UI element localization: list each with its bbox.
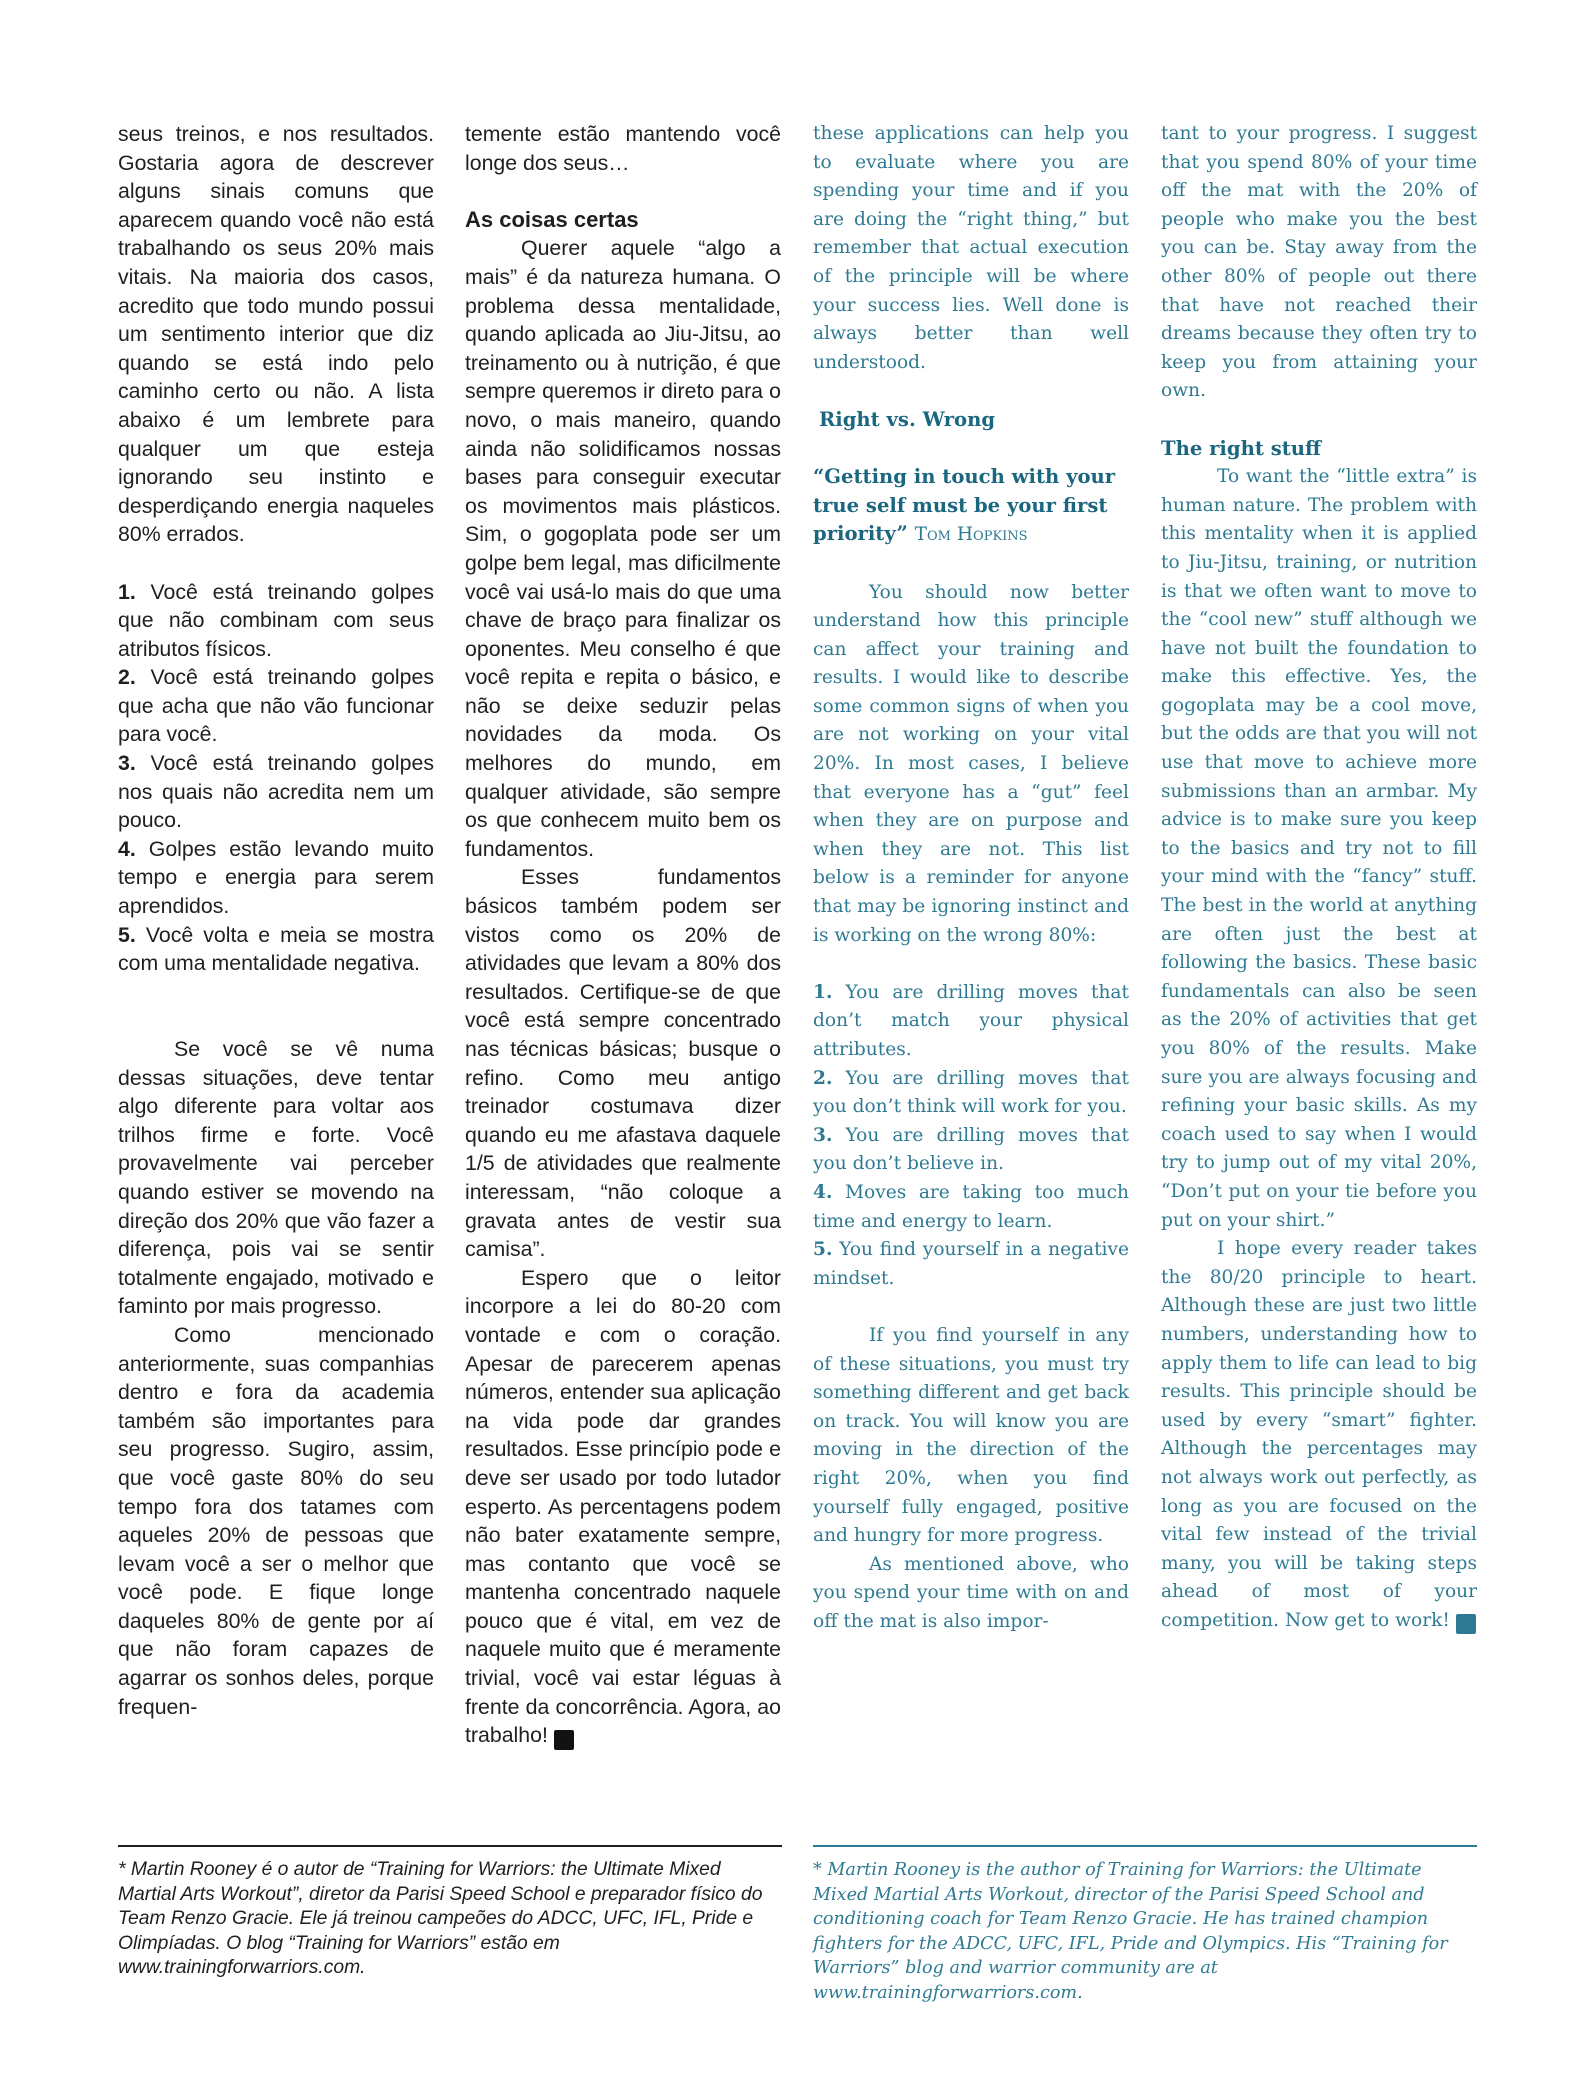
- paragraph: temente estão mantendo você longe dos seus…: [465, 122, 781, 175]
- list-item: 5. Você volta e meia se mostra com uma mentalidade negativa.: [118, 922, 435, 976]
- paragraph: Esses fundamentos básicos também podem ser vistos como os 20% de atividades que levam a 80% dos resultados. Certifique-se de que você está sempre concentrado nas técnicas básicas; busque o refino. Como meu antigo treinador costumava dizer quando eu me afastava daquele 1/5 de atividades que realmente interessam, “não coloque a gravata antes de vestir sua camisa”.: [465, 865, 781, 1262]
- paragraph: You should now better understand how this principle can affect your training and results. I would like to describe some common signs of when you are not working on your vital 20%. In most cases, I believe that everyone has a “gut” feel when they are on purpose and when they are not. This list below is a reminder for anyone that may be ignoring instinct and is working on the wrong 80%:: [813, 581, 1129, 946]
- list-item: 5. You find yourself in a negative mindset.: [813, 1239, 1129, 1289]
- footnote-divider-pt: [118, 1845, 782, 1847]
- end-mark-icon: G: [554, 1730, 574, 1750]
- paragraph: Se você se vê numa dessas situações, deve tentar algo diferente para voltar aos trilhos firme e forte. Você provavelmente vai perceber quando estiver se movendo na direção dos 20% que vão fazer a diferença, pois vai se sentir totalmente engajado, motivado e faminto por mais progresso.: [118, 1037, 434, 1319]
- quote-author: Tom Hopkins: [914, 524, 1028, 546]
- list-item: 1. Você está treinando golpes que não combinam com seus atributos físicos.: [118, 579, 434, 661]
- paragraph: these applications can help you to evaluate where you are spending your time and if you are doing the “right thing,” but remember that actual execution of the principle will be where your success lies. Well done is always better than well understood.: [813, 123, 1129, 373]
- list-item: 3. You are drilling moves that you don’t believe in.: [813, 1124, 1129, 1175]
- section-heading: The right stuff: [1161, 436, 1322, 460]
- list-item: 4. Moves are taking too much time and energy to learn.: [813, 1181, 1129, 1232]
- list-item: 3. Você está treinando golpes nos quais não acredita nem um pouco.: [118, 751, 434, 833]
- pull-quote: “Getting in touch with your true self must be your first priority” Tom Hopkins: [813, 465, 1116, 546]
- column-en-1: [813, 120, 1129, 1636]
- end-mark-icon: G: [1456, 1614, 1476, 1634]
- paragraph: Como mencionado anteriormente, suas companhias dentro e fora da academia também são importantes para seu progresso. Sugiro, assim, que você gaste 80% do seu tempo fora dos tatames com aqueles 20% de pessoas que levam você a ser o melhor que você pode. E fique longe daqueles 80% de gente por aí que não foram capazes de agarrar os sonhos deles, porque frequen-: [118, 1322, 434, 1719]
- footnote-divider-en: [813, 1845, 1477, 1847]
- list-item: 2. You are drilling moves that you don’t think will work for you.: [813, 1067, 1129, 1118]
- footnote-en: * Martin Rooney is the author of Training for Warriors: the Ultimate Mixed Martial Arts Workout, director of the Parisi Speed School and conditioning coach for Team Renzo Gracie. He has trained champion fighters for the ADCC, UFC, IFL, Pride and Olympics. His “Training for Warriors” blog and warrior community are at www.trainingforwarriors.com.: [813, 1860, 1448, 2003]
- section-heading: Right vs. Wrong: [819, 407, 996, 431]
- paragraph: As mentioned above, who you spend your time with on and off the mat is also impor-: [813, 1553, 1129, 1632]
- column-pt-2: [465, 120, 781, 1750]
- column-en-2: [1161, 120, 1525, 1635]
- paragraph: Espero que o leitor incorpore a lei do 80-20 com vontade e com o coração. Apesar de parecerem apenas números, entender sua aplicação na vida pode dar grandes resultados. Esse princípio pode e deve ser usado por todo lutador esperto. As percentagens podem não bater exatamente sempre, mas contanto que você se mantenha concentrado naquele pouco que é vital, em vez de naquele muito que é meramente trivial, você vai estar léguas à frente da concorrência. Agora, ao trabalho! G: [465, 1265, 781, 1749]
- column-pt-1: [118, 120, 434, 1721]
- list-item: 4. Golpes estão levando muito tempo e energia para serem aprendidos.: [118, 836, 434, 919]
- paragraph: seus treinos, e nos resultados. Gostaria agora de descrever alguns sinais comuns que aparecem quando você não está trabalhando os seus 20% mais vitais. Na maioria dos casos, acredito que todo mundo possui um sentimento interior que diz quando se está indo pelo caminho certo ou não. A lista abaixo é um lembrete para qualquer um que esteja ignorando seu instinto e desperdiçando energia naqueles 80% errados.: [118, 122, 434, 547]
- paragraph: Querer aquele “algo a mais” é da natureza humana. O problema dessa mentalidade, quando aplicada ao Jiu-Jitsu, ao treinamento ou à nutrição, é que sempre queremos ir direto para o novo, o mais maneiro, quando ainda não solidificamos nossas bases para conseguir executar os movimentos mais plásticos. Sim, o gogoplata pode ser um golpe bem legal, mas dificilmente você vai usá-lo mais do que uma chave de braço para finalizar os oponentes. Meu conselho é que você repita e repita o básico, e não se deixe seduzir pelas novidades da moda. Os melhores do mundo, em qualquer atividade, são sempre os que conhecem muito bem os fundamentos.: [465, 236, 781, 861]
- list-item: 1. You are drilling moves that don’t match your physical attributes.: [813, 981, 1129, 1060]
- paragraph: I hope every reader takes the 80/20 principle to heart. Although these are just two little numbers, understanding how to apply them to life can lead to big results. This principle should be used by every “smart” fighter. Although the percentages may not always work out perfectly, as long as you are focused on the vital few instead of the trivial many, you will be taking steps ahead of most of your competition. Now get to work! G: [1161, 1238, 1525, 1632]
- paragraph: To want the “little extra” is human nature. The problem with this mentality when it is applied to Jiu-Jitsu, training, or nutrition is that we often want to move to the “cool new” stuff although we have not built the foundation to make this effective. Yes, the gogoplata may be a cool move, but the odds are that you will not use that move to achieve more submissions than an armbar. My advice is to make sure you keep to the basics and try not to fill your mind with the “fancy” stuff. The best in the world at anything are often just the best at following the basics. These basic fundamentals can also be seen as the 20% of activities that get you 80% of the results. Make sure you are always focusing and refining your basic skills. As my coach used to say when I would try to jump out of my vital 20%, “Don’t put on your tie before you put on your shirt.”: [1161, 466, 1477, 1231]
- list-item: 2. Você está treinando golpes que acha que não vão funcionar para você.: [118, 665, 434, 747]
- paragraph: tant to your progress. I suggest that you spend 80% of your time off the mat with the 20% of people who make you the best you can be. Stay away from the other 80% of people out there that have not reached their dreams because they often try to keep you from attaining your own.: [1161, 123, 1477, 402]
- footnote-pt: * Martin Rooney é o autor de “Training for Warriors: the Ultimate Mixed Martial Arts Workout”, diretor da Parisi Speed School e preparador físico do Team Renzo Gracie. Ele já treinou campeões do ADCC, UFC, IFL, Pride e Olimpíadas. O blog “Training for Warriors” estão em www.trainingforwarriors.com.: [118, 1859, 763, 1979]
- paragraph: If you find yourself in any of these situations, you must try something different and get back on track. You will know you are moving in the direction of the right 20%, when you find yourself fully engaged, positive and hungry for more progress.: [813, 1324, 1129, 1547]
- section-heading: As coisas certas: [465, 206, 639, 232]
